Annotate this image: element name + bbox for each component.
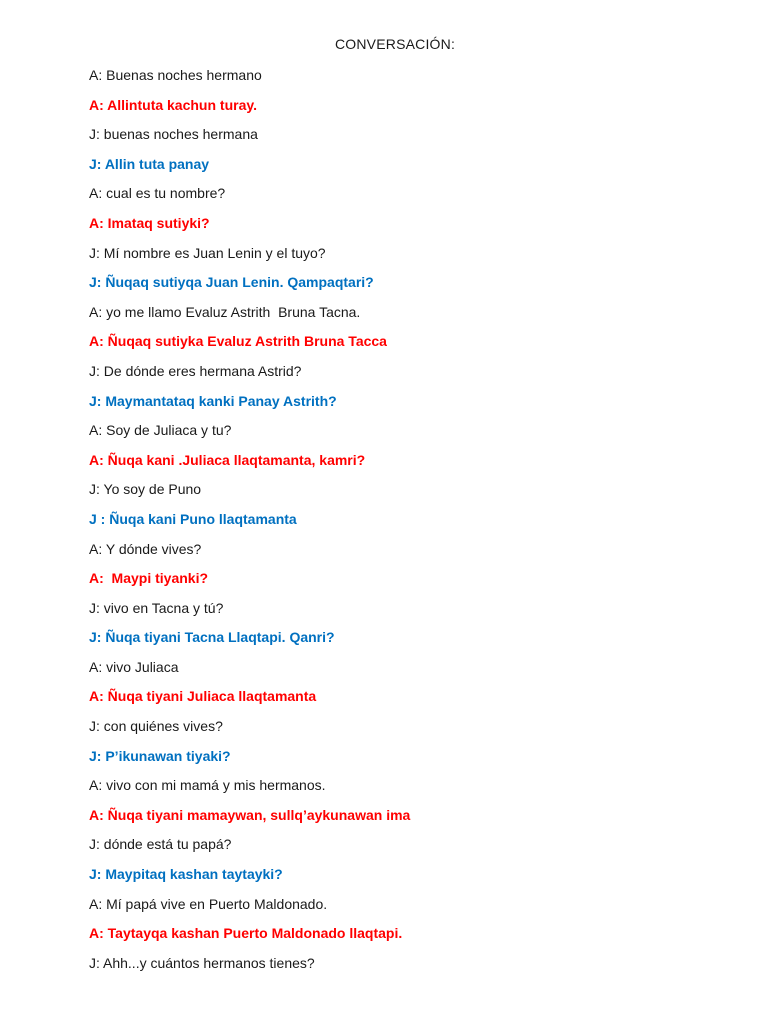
conversation-line: J: P’ikunawan tiyaki? <box>89 747 231 764</box>
conversation-line: J: con quiénes vives? <box>89 718 223 735</box>
conversation-line: A: Imataq sutiyki? <box>89 214 210 231</box>
page-title: CONVERSACIÓN: <box>334 36 456 52</box>
conversation-line: A: yo me llamo Evaluz Astrith Bruna Tacna. <box>89 303 361 320</box>
conversation-line: J: Ñuqaq sutiyqa Juan Lenin. Qampaqtari? <box>89 274 374 291</box>
conversation-lines <box>89 66 749 983</box>
conversation-line: J: Yo soy de Puno <box>89 481 202 498</box>
conversation-line: A: Maypi tiyanki? <box>89 570 209 587</box>
conversation-line: A: Ñuqa kani .Juliaca llaqtamanta, kamri? <box>89 451 366 468</box>
conversation-line: J: dónde está tu papá? <box>89 836 232 853</box>
conversation-line: A: Ñuqa tiyani mamaywan, sullq’aykunawan ima <box>89 806 411 823</box>
conversation-line: J: Mí nombre es Juan Lenin y el tuyo? <box>89 244 326 261</box>
conversation-line: A: Allintuta kachun turay. <box>89 96 258 113</box>
conversation-line: J: Ahh...y cuántos hermanos tienes? <box>89 954 315 971</box>
conversation-line: J: Ñuqa tiyani Tacna Llaqtapi. Qanri? <box>89 629 335 646</box>
conversation-line: J: Maymantataq kanki Panay Astrith? <box>89 392 337 409</box>
conversation-line: A: vivo Juliaca <box>89 658 179 675</box>
conversation-line: J: Maypitaq kashan taytayki? <box>89 866 283 883</box>
conversation-line: A: cual es tu nombre? <box>89 185 226 202</box>
conversation-line: J: buenas noches hermana <box>89 126 258 143</box>
conversation-line: J: vivo en Tacna y tú? <box>89 599 224 616</box>
conversation-line: J: De dónde eres hermana Astrid? <box>89 362 302 379</box>
conversation-line: A: Y dónde vives? <box>89 540 202 557</box>
conversation-line: A: vivo con mi mamá y mis hermanos. <box>89 777 326 794</box>
conversation-line: J: Allin tuta panay <box>89 155 210 172</box>
conversation-line: A: Ñuqa tiyani Juliaca llaqtamanta <box>89 688 317 705</box>
conversation-line: A: Buenas noches hermano <box>89 67 262 83</box>
conversation-line: A: Ñuqaq sutiyka Evaluz Astrith Bruna Tacca <box>89 333 387 350</box>
conversation-line: A: Soy de Juliaca y tu? <box>89 422 232 439</box>
conversation-line: J : Ñuqa kani Puno llaqtamanta <box>89 510 297 527</box>
conversation-line: A: Mí papá vive en Puerto Maldonado. <box>89 895 328 912</box>
conversation-line: A: Taytayqa kashan Puerto Maldonado llaqtapi. <box>89 925 403 942</box>
